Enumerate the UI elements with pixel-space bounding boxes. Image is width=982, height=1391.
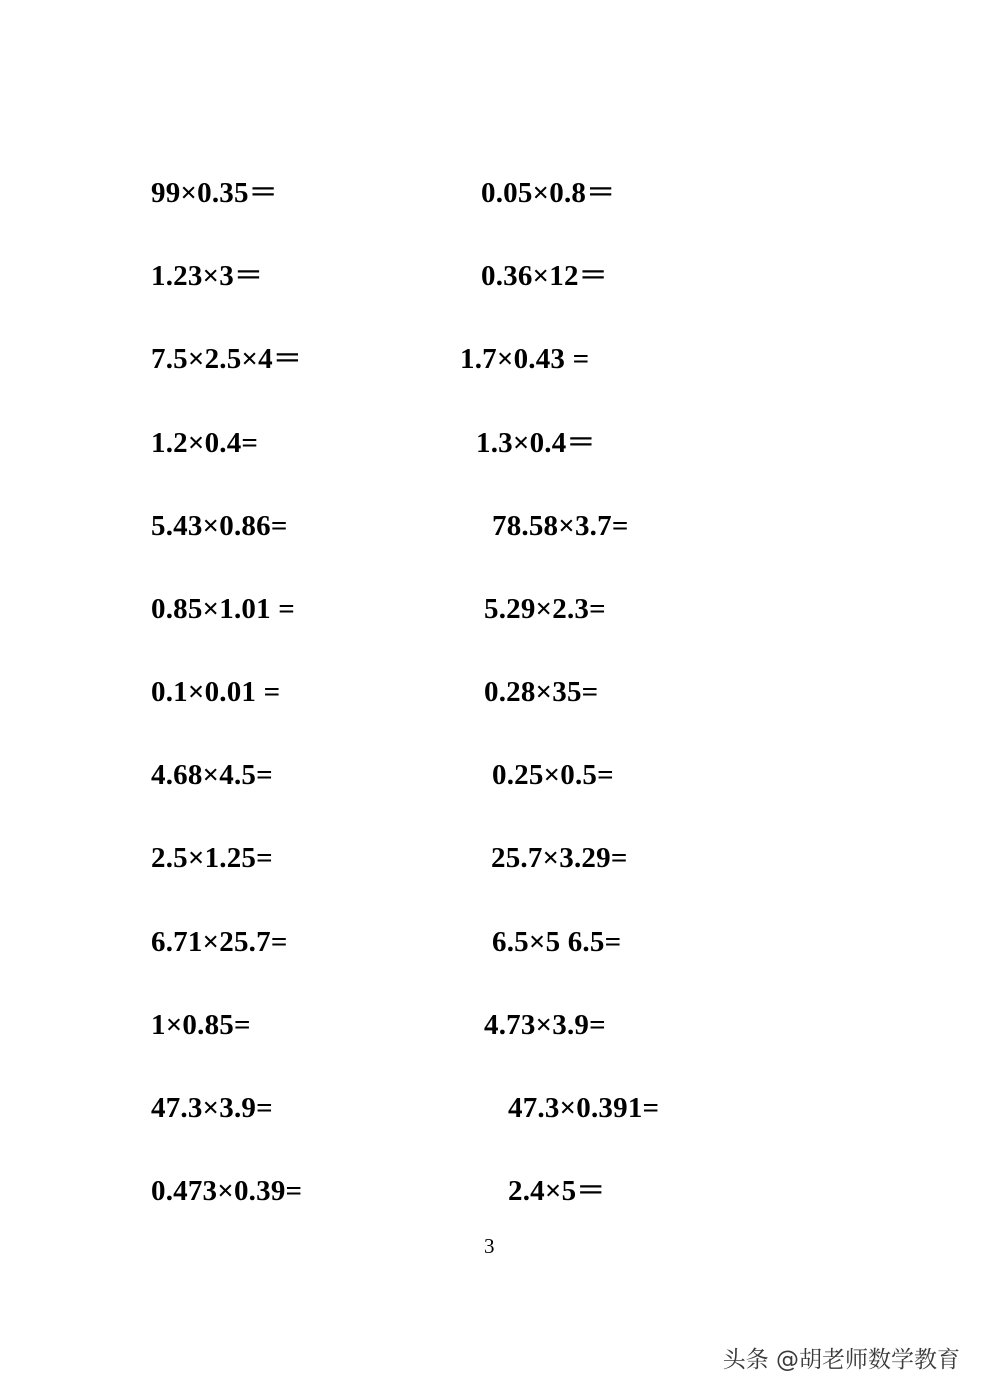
problem-right-12: 47.3×0.391=: [508, 1092, 660, 1124]
problem-right-10: 6.5×5 6.5=: [492, 926, 622, 958]
problem-left-12: 47.3×3.9=: [151, 1092, 273, 1124]
problem-left-13: 0.473×0.39=: [151, 1175, 303, 1207]
problem-right-5: 78.58×3.7=: [492, 510, 629, 542]
problem-left-7: 0.1×0.01 =: [151, 676, 281, 708]
problem-right-9: 25.7×3.29=: [491, 842, 628, 874]
problem-left-11: 1×0.85=: [151, 1009, 251, 1041]
problem-left-10: 6.71×25.7=: [151, 926, 288, 958]
problem-right-7: 0.28×35=: [484, 676, 599, 708]
page-number: 3: [484, 1234, 495, 1258]
problem-left-8: 4.68×4.5=: [151, 759, 273, 791]
problem-left-1: 99×0.35＝: [151, 177, 278, 209]
problem-left-4: 1.2×0.4=: [151, 427, 259, 459]
problem-right-13: 2.4×5＝: [508, 1175, 606, 1207]
problem-right-4: 1.3×0.4＝: [476, 427, 596, 459]
problem-left-6: 0.85×1.01 =: [151, 593, 295, 625]
problem-right-11: 4.73×3.9=: [484, 1009, 606, 1041]
problem-right-8: 0.25×0.5=: [492, 759, 614, 791]
problem-left-5: 5.43×0.86=: [151, 510, 288, 542]
problem-left-2: 1.23×3＝: [151, 260, 264, 292]
problem-right-2: 0.36×12＝: [481, 260, 608, 292]
problem-right-6: 5.29×2.3=: [484, 593, 606, 625]
problem-right-1: 0.05×0.8＝: [481, 177, 616, 209]
problem-right-3: 1.7×0.43 =: [460, 343, 590, 375]
watermark: 头条 @胡老师数学教育: [722, 1347, 960, 1373]
problem-left-3: 7.5×2.5×4＝: [151, 343, 303, 375]
problem-left-9: 2.5×1.25=: [151, 842, 273, 874]
